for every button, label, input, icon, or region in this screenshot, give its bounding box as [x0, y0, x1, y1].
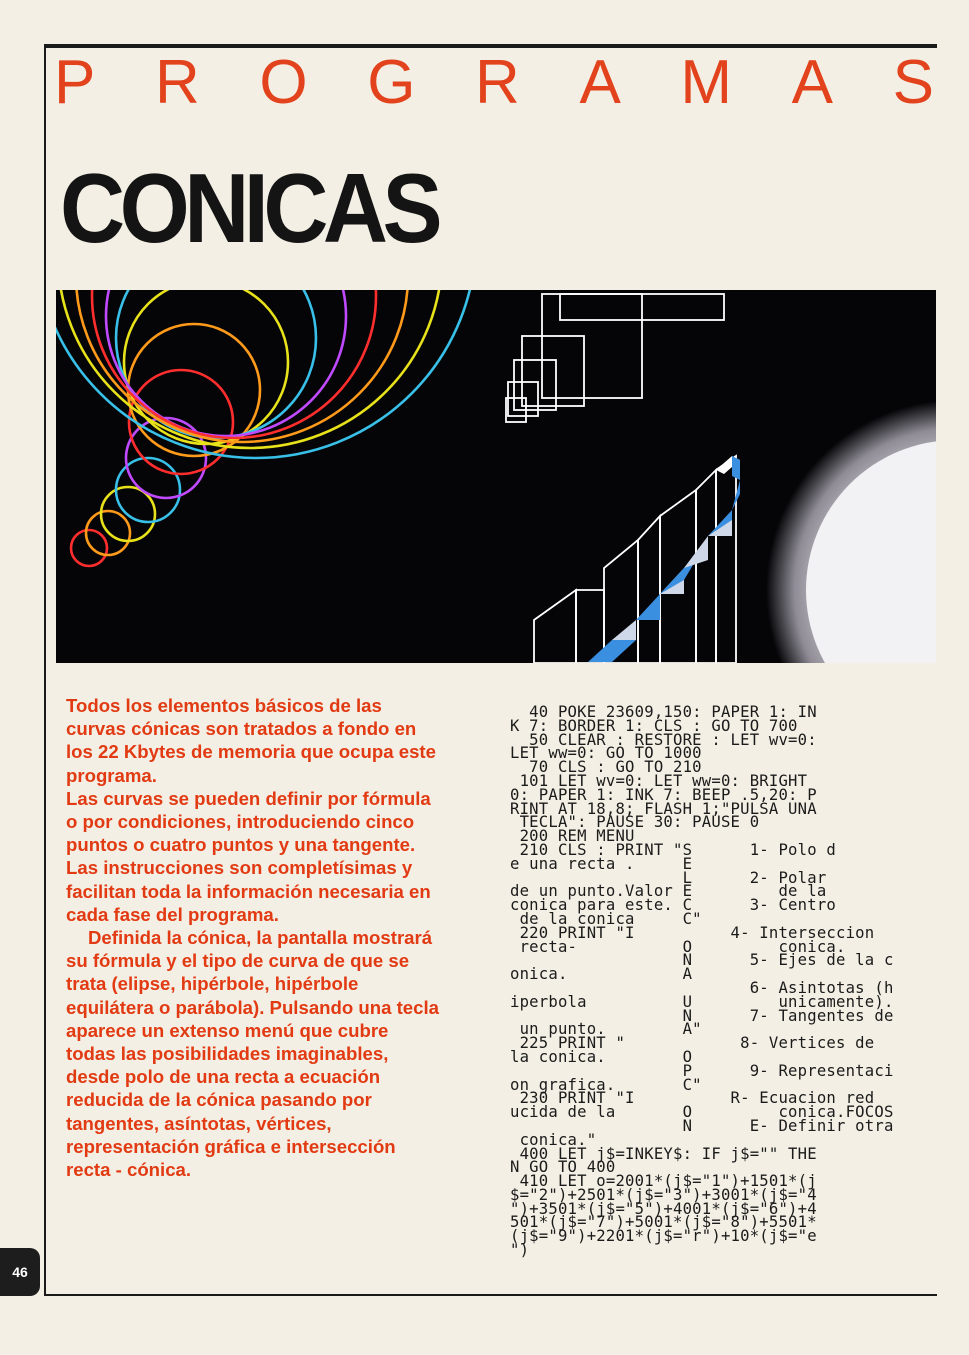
listing-line: de la conica C": [510, 909, 702, 928]
listing-line: 210 CLS : PRINT "S 1- Polo d: [510, 840, 836, 859]
listing-line: 0: PAPER 1: INK 7: BEEP .5,20: P: [510, 785, 817, 804]
listing-line: 225 PRINT " 8- Vertices de: [510, 1034, 875, 1053]
listing-line: 6- Asintotas (h: [510, 978, 894, 997]
listing-line: de un punto.Valor E de la: [510, 882, 827, 901]
bottom-rule: [44, 1294, 937, 1296]
section-letter: S: [892, 48, 934, 117]
section-letter: R: [475, 48, 520, 117]
screenshot-illustration: [56, 290, 936, 663]
section-letter: M: [680, 48, 733, 117]
section-letter: A: [791, 48, 834, 117]
conic-curves-graphic: [56, 290, 476, 566]
intro-paragraph: Las curvas se pueden definir por fórmula o por condiciones, introduciendo cinco puntos o cuatro puntos y una tangente. Las instrucciones son completísimas y facilitan toda la información necesaria en cada fase del programa.: [66, 787, 431, 925]
section-title: [54, 48, 934, 117]
page-number: 46: [0, 1248, 40, 1296]
listing-line: (j$="9")+2201*(j$="r")+10*(j$="e: [510, 1227, 817, 1246]
listing-line: conica.": [510, 1130, 597, 1149]
listing-line: P 9- Representaci: [510, 1061, 894, 1080]
listing-line: N E- Definir otra: [510, 1116, 894, 1135]
intro-paragraph: Definida la cónica, la pantalla mostrará su fórmula y el tipo de curva de que se trata (elipse, hipérbole, hipérbole equilátera o parábola). Pulsando una tecla aparece un extenso menú que cubre todas las posibilidades imaginables, desde polo de una recta a ecuación reducida de la cónica pasando por tangentes, asíntotas, vértices, representación gráfica e intersección recta - cónica.: [66, 927, 440, 1181]
intro-text: [66, 694, 442, 1181]
listing-line: LET ww=0: GO TO 1000: [510, 744, 702, 763]
section-letter: A: [579, 48, 621, 117]
basic-program-listing: [510, 703, 920, 1260]
listing-line: 70 CLS : GO TO 210: [510, 758, 702, 777]
section-letter: R: [154, 48, 200, 117]
article-headline: CONICAS: [60, 153, 438, 263]
listing-line: 40 POKE 23609,150: PAPER 1: IN: [510, 703, 817, 721]
listing-line: K 7: BORDER 1: CLS : GO TO 700: [510, 716, 798, 735]
left-rule: [44, 44, 46, 1294]
section-letter: P: [54, 48, 96, 117]
listing-line: e una recta . E: [510, 854, 693, 873]
listing-line: un punto. A": [510, 1020, 702, 1039]
nested-squares-graphic: [506, 294, 724, 422]
listing-line: iperbola U unicamente).: [510, 992, 894, 1011]
listing-line: 200 REM MENU: [510, 827, 635, 846]
listing-line: on grafica. C": [510, 1075, 702, 1094]
listing-line: 501*(j$="7")+5001*(j$="8")+5501*: [510, 1213, 817, 1232]
listing-line: N 5- Ejes de la c: [510, 951, 894, 970]
listing-line: 220 PRINT "I 4- Interseccion: [510, 923, 875, 942]
listing-line: N 7- Tangentes de: [510, 1006, 894, 1025]
listing-line: 230 PRINT "I R- Ecuacion red: [510, 1089, 875, 1108]
listing-line: la conica. O: [510, 1047, 693, 1066]
intro-paragraph: Todos los elementos básicos de las curvas cónicas son tratados a fondo en los 22 Kbytes de memoria que ocupa este programa.: [66, 695, 436, 786]
listing-line: L 2- Polar: [510, 868, 827, 887]
listing-line: onica. A: [510, 965, 693, 984]
listing-line: 400 LET j$=INKEY$: IF j$="" THE: [510, 1144, 817, 1163]
listing-line: 50 CLEAR : RESTORE : LET wv=0:: [510, 730, 817, 749]
listing-line: RINT AT 18,8; FLASH 1;"PULSA UNA: [510, 799, 817, 818]
listing-line: recta- O conica.: [510, 937, 846, 956]
listing-line: ucida de la O conica.FOCOS: [510, 1103, 894, 1122]
listing-line: 101 LET wv=0: LET ww=0: BRIGHT: [510, 771, 808, 790]
listing-line: N GO TO 400: [510, 1158, 616, 1177]
listing-line: TECLA": PAUSE 30: PAUSE 0: [510, 813, 760, 832]
listing-line: $="2")+2501*(j$="3")+3001*(j$="4: [510, 1185, 817, 1204]
staircase-graphic: [534, 456, 740, 663]
section-letter: O: [259, 48, 308, 117]
listing-line: "): [510, 1241, 530, 1260]
listing-line: ")+3501*(j$="5")+4001*(j$="6")+4: [510, 1199, 817, 1218]
listing-line: conica para este. C 3- Centro: [510, 896, 836, 915]
listing-line: 410 LET o=2001*(j$="1")+1501*(j: [510, 1172, 817, 1191]
section-letter: G: [367, 48, 416, 117]
